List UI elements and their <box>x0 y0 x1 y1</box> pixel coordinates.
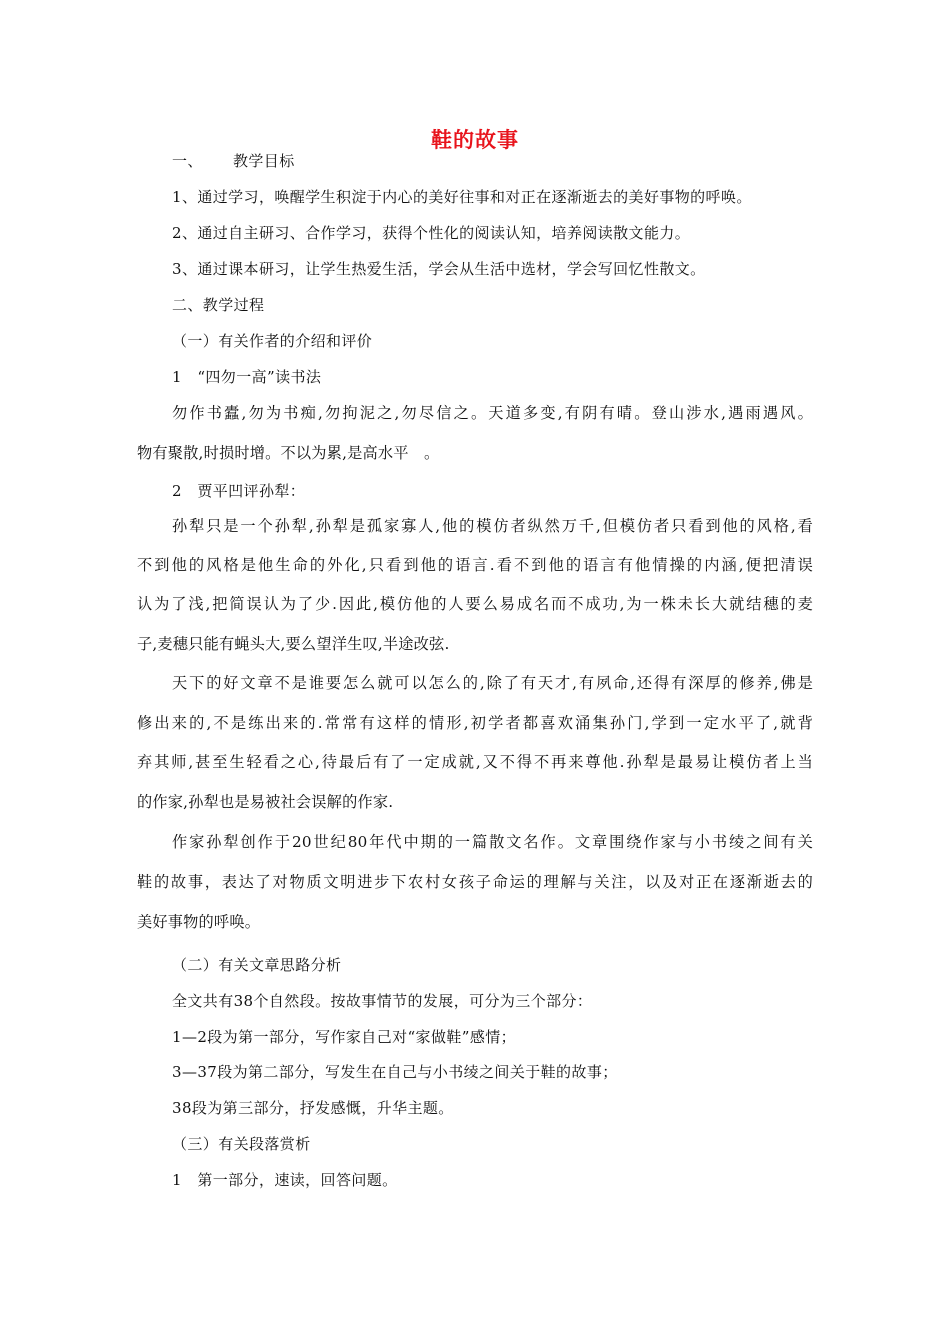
analysis-line: 1 第一部分，速读，回答问题。 <box>172 1171 398 1189</box>
structure-line: 全文共有38个自然段。按故事情节的发展，可分为三个部分： <box>172 992 593 1010</box>
section-heading-process: 二、教学过程 <box>172 296 265 314</box>
paragraph-line: 美好事物的呼唤。 <box>137 913 261 931</box>
paragraph-line: 孙犁只是一个孙犁,孙犁是孤家寡人,他的模仿者纵然万千,但模仿者只看到他的风格,看 <box>172 517 813 535</box>
item-heading-reading-method: 1 “四勿一高”读书法 <box>172 368 322 386</box>
paragraph-line: 物有聚散,时损时增。不以为累,是高水平 。 <box>137 444 440 462</box>
section-heading-number: 一、 <box>172 152 203 170</box>
paragraph-line: 认为了浅,把简误认为了少.因此,模仿他的人要么易成名而不成功,为一株未长大就结穗的麦 <box>137 595 813 613</box>
objective-item: 3、通过课本研习，让学生热爱生活，学会从生活中选材，学会写回忆性散文。 <box>172 260 706 278</box>
objective-item: 1、通过学习，唤醒学生积淀于内心的美好往事和对正在逐渐逝去的美好事物的呼唤。 <box>172 188 752 206</box>
paragraph-line: 勿作书蠹,勿为书痴,勿拘泥之,勿尽信之。天道多变,有阴有晴。登山涉水,遇雨遇风。 <box>172 404 813 422</box>
structure-line: 38段为第三部分，抒发感慨，升华主题。 <box>172 1099 454 1117</box>
structure-line: 3—37段为第二部分，写发生在自己与小书绫之间关于鞋的故事； <box>172 1063 618 1081</box>
paragraph-line: 弃其师,甚至生轻看之心,待最后有了一定成就,又不得不再来尊他.孙犁是最易让模仿者上当 <box>137 753 813 771</box>
paragraph-line: 子,麦穗只能有蝇头大,要么望洋生叹,半途改弦. <box>137 635 450 653</box>
objective-item: 2、通过自主研习、合作学习，获得个性化的阅读认知，培养阅读散文能力。 <box>172 224 691 242</box>
item-heading-critique: 2 贾平凹评孙犁： <box>172 482 306 500</box>
subsection-heading-analysis: （三）有关段落赏析 <box>172 1135 311 1153</box>
document-title: 鞋的故事 <box>431 128 519 152</box>
paragraph-line: 作家孙犁创作于20世纪80年代中期的一篇散文名作。文章围绕作家与小书绫之间有关 <box>172 833 813 851</box>
subsection-heading-author: （一）有关作者的介绍和评价 <box>172 332 373 350</box>
subsection-heading-structure: （二）有关文章思路分析 <box>172 956 342 974</box>
paragraph-line: 修出来的,不是练出来的.常常有这样的情形,初学者都喜欢涌集孙门,学到一定水平了,就背 <box>137 714 813 732</box>
paragraph-line: 鞋的故事，表达了对物质文明进步下农村女孩子命运的理解与关注，以及对正在逐渐逝去的 <box>137 873 813 891</box>
section-heading-objectives: 教学目标 <box>233 152 295 170</box>
paragraph-line: 不到他的风格是他生命的外化,只看到他的语言.看不到他的语言有他情操的内涵,便把清误 <box>137 556 813 574</box>
paragraph-line: 的作家,孙犁也是易被社会误解的作家. <box>137 793 394 811</box>
structure-line: 1—2段为第一部分，写作家自己对“家做鞋”感情； <box>172 1028 517 1046</box>
paragraph-line: 天下的好文章不是谁要怎么就可以怎么的,除了有天才,有夙命,还得有深厚的修养,佛是 <box>172 674 813 692</box>
